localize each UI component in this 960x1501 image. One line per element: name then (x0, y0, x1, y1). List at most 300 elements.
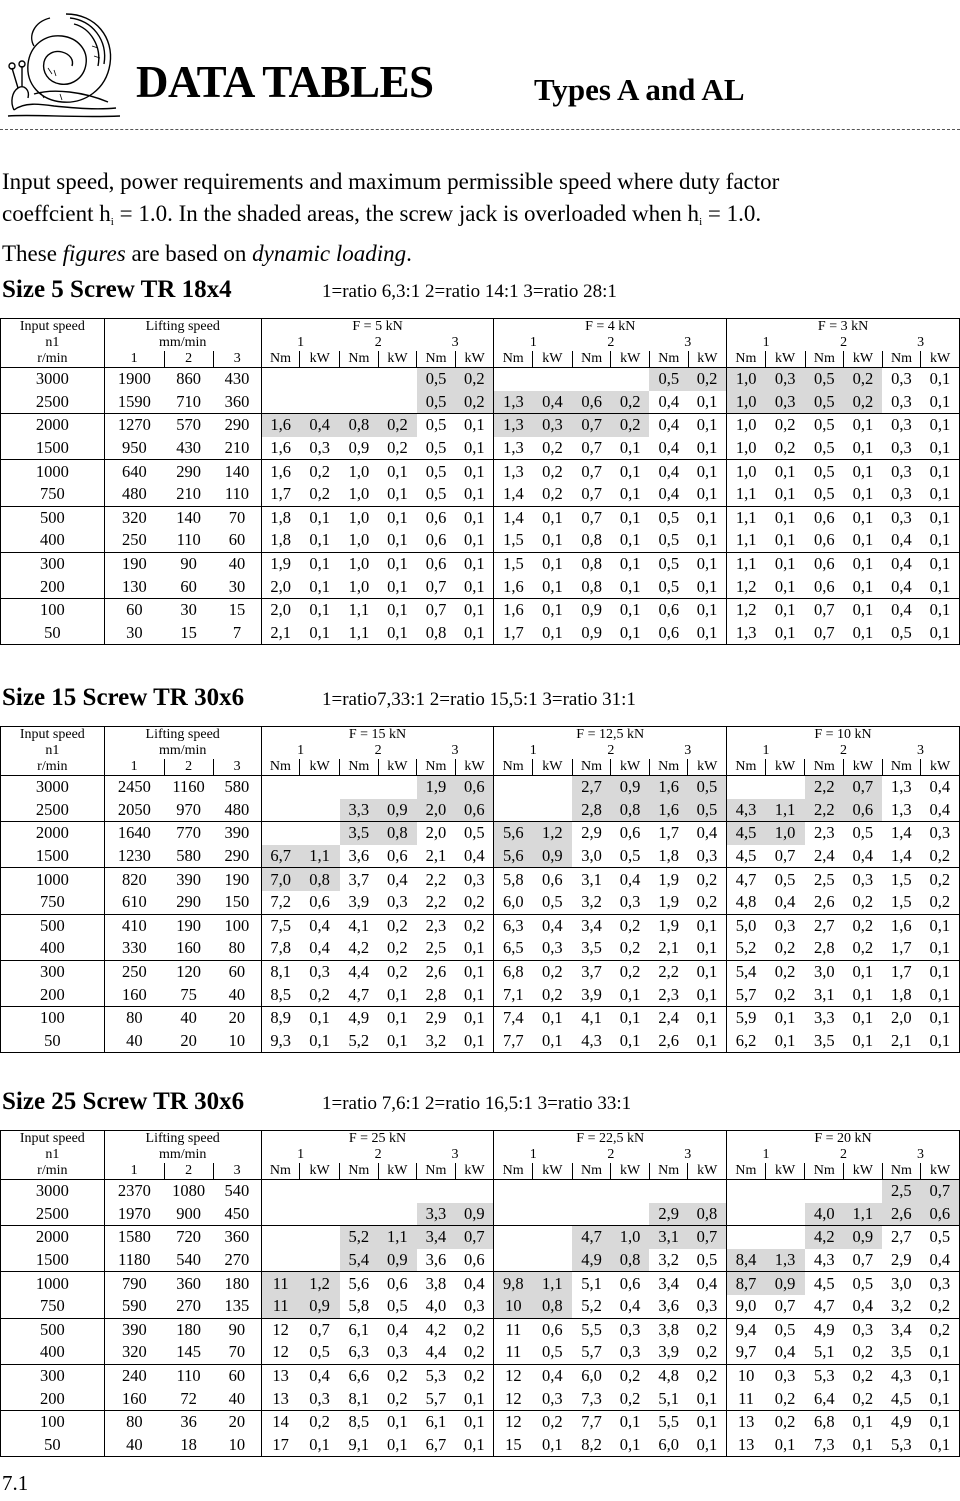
table-cell: 0,1 (464, 622, 485, 642)
table-cell: 0,2 (774, 984, 796, 1004)
table-cell: 0,6 (844, 799, 883, 822)
table-cell: 790 (104, 1272, 164, 1295)
table-cell: 1,2 (727, 575, 766, 598)
table-row (1, 1203, 960, 1226)
table-cell: 6,7 (425, 1434, 447, 1454)
nm-header: Nm (340, 759, 379, 776)
table-cell: 1,8 (261, 529, 300, 552)
table-cell: 0,1 (921, 552, 960, 575)
table-cell: 0,1 (774, 530, 796, 550)
table-cell: 0,9 (765, 1272, 805, 1295)
table-row (1, 891, 960, 914)
table-cell: 0,2 (542, 438, 563, 458)
table-cell: 0,5 (844, 822, 883, 845)
table-cell: 4,3 (813, 1250, 835, 1270)
table-cell: 0,2 (619, 938, 641, 958)
table-cell: 8,1 (261, 960, 300, 983)
table-cell: 360 (224, 391, 250, 411)
table-cell: 0,5 (891, 622, 912, 642)
force-header: F = 20 kN (727, 1131, 960, 1148)
table-row (1, 960, 960, 983)
header-row (1, 1163, 960, 1180)
table-cell: 1,0 (611, 1226, 650, 1249)
table-cell (727, 776, 766, 799)
table-cell: 190 (104, 552, 164, 575)
table-cell: 11 (261, 1295, 300, 1318)
table-cell: 3,3 (805, 1006, 844, 1029)
table-cell (300, 799, 340, 822)
table-cell: 0,6 (921, 1203, 960, 1226)
table-cell: 2,0 (261, 575, 300, 598)
table-cell: 0,1 (378, 598, 417, 621)
table-cell: 1270 (104, 414, 164, 437)
table-cell: 0,2 (611, 1364, 650, 1387)
table-cell: 0,1 (696, 984, 718, 1004)
table-cell: 110 (164, 1364, 213, 1387)
table-cell: 50 (44, 1030, 61, 1050)
table-cell: 0,4 (929, 799, 951, 819)
table-cell (300, 822, 340, 845)
nm-header: Nm (261, 1163, 300, 1180)
table-cell: 12 (494, 1364, 533, 1387)
table-cell: 0,1 (929, 369, 951, 389)
table-cell: 0,1 (300, 598, 340, 621)
table-cell: 0,7 (921, 1180, 960, 1203)
lifting-speed-header: Lifting speed (104, 727, 261, 744)
nm-header: Nm (417, 759, 456, 776)
table-cell: 390 (164, 868, 213, 891)
rmin-header: r/min (1, 1163, 105, 1180)
table-cell (261, 391, 300, 414)
table-cell: 3000 (35, 369, 69, 389)
table-cell: 640 (104, 460, 164, 483)
table-cell: 900 (176, 1203, 201, 1223)
table-cell: 0,3 (542, 938, 563, 958)
table-cell: 20 (213, 1006, 261, 1029)
table-cell: 2450 (104, 776, 164, 799)
table-cell: 3,4 (882, 1318, 921, 1341)
table-cell: 11 (727, 1387, 766, 1410)
table-cell: 0,2 (611, 914, 650, 937)
table-cell: 0,1 (844, 1410, 883, 1433)
table-cell: 300 (1, 1364, 105, 1387)
table-cell: 130 (104, 575, 164, 598)
table-cell: 970 (176, 799, 201, 819)
table-cell: 0,6 (425, 530, 447, 550)
kw-header: kW (378, 1163, 417, 1180)
table-cell: 0,1 (378, 552, 417, 575)
table-cell: 0,2 (532, 1410, 572, 1433)
table-cell: 1,1 (727, 529, 766, 552)
table-cell: 0,1 (611, 1006, 650, 1029)
table-cell: 0,7 (300, 1318, 340, 1341)
ratio-header: 1 (727, 743, 805, 759)
table-cell: 0,8 (611, 799, 650, 822)
table-cell (532, 799, 572, 822)
table-cell: 6,2 (727, 1030, 766, 1053)
table-cell (494, 1249, 533, 1272)
table-cell: 0,4 (300, 414, 340, 437)
table-cell: 0,1 (387, 576, 408, 596)
table-cell (261, 799, 300, 822)
table-cell: 3,5 (891, 1342, 912, 1362)
table-cell: 1,3 (494, 460, 533, 483)
table-cell: 1,7 (261, 483, 300, 506)
table-cell: 820 (104, 868, 164, 891)
table-row (1, 937, 960, 960)
table-cell: 0,1 (774, 1030, 796, 1050)
table-cell (727, 1203, 766, 1226)
table-cell: 2,3 (417, 914, 456, 937)
table-cell: 0,1 (852, 484, 874, 504)
table-row (1, 622, 960, 645)
table-cell: 190 (164, 914, 213, 937)
table-cell: 4,1 (340, 914, 379, 937)
table-cell: 0,1 (542, 622, 563, 642)
ratio-header: 2 (840, 335, 848, 350)
table-cell: 3,3 (340, 799, 379, 822)
table-cell: 0,1 (844, 1006, 883, 1029)
table-cell (649, 1180, 688, 1203)
table-cell: 110 (224, 484, 250, 504)
table-cell: 0,3 (387, 1342, 408, 1362)
kw-header: kW (455, 759, 494, 776)
table-cell: 0,1 (929, 1342, 951, 1362)
table-cell: 0,4 (882, 598, 921, 621)
table-cell: 20 (180, 1030, 197, 1050)
table-cell: 13 (261, 1387, 300, 1410)
table-cell: 4,4 (425, 1342, 447, 1362)
table-cell: 3,0 (581, 846, 602, 866)
table-cell: 0,4 (929, 1250, 951, 1270)
table-cell: 0,2 (774, 938, 796, 958)
mmmin-header: mm/min (104, 335, 261, 351)
table-cell: 0,1 (688, 552, 727, 575)
table-cell: 3,6 (658, 1296, 679, 1316)
table-cell: 2,2 (425, 892, 447, 912)
table-cell: 0,3 (611, 1318, 650, 1341)
table-cell: 6,1 (340, 1318, 379, 1341)
table-cell (378, 391, 417, 414)
table-cell: 5,8 (494, 868, 533, 891)
table-row (1, 391, 960, 414)
table-cell (572, 368, 611, 391)
table-cell: 9,3 (261, 1030, 300, 1053)
table-cell: 580 (224, 777, 250, 797)
table-cell: 0,1 (309, 576, 330, 596)
table-cell: 60 (104, 598, 164, 621)
table-cell: 0,6 (649, 598, 688, 621)
table-cell: 0,2 (611, 960, 650, 983)
table-cell: 0,1 (378, 506, 417, 529)
header-row (1, 1147, 960, 1163)
section-ratios: 1=ratio 7,6:1 2=ratio 16,5:1 3=ratio 33:1 (322, 1093, 632, 1114)
table-cell: 2000 (1, 822, 105, 845)
kw-header: kW (532, 1163, 572, 1180)
table-cell (378, 776, 417, 799)
table-cell: 200 (39, 1388, 65, 1408)
table-cell: 12 (494, 1410, 533, 1433)
table-cell (532, 1180, 572, 1203)
table-cell: 5,1 (813, 1342, 835, 1362)
table-cell: 1,3 (891, 777, 912, 797)
table-cell: 0,1 (688, 1410, 727, 1433)
table-cell: 1160 (172, 777, 205, 797)
table-cell: 2,2 (417, 868, 456, 891)
table-cell: 0,1 (696, 484, 718, 504)
table-cell: 6,4 (813, 1388, 835, 1408)
table-cell: 0,1 (696, 576, 718, 596)
page-header (0, 0, 960, 132)
ratio-header: 2 (374, 335, 382, 350)
table-cell: 4,5 (891, 1388, 912, 1408)
table-cell: 0,2 (921, 1318, 960, 1341)
table-cell: 1,0 (340, 460, 379, 483)
table-cell: 10 (727, 1364, 766, 1387)
table-cell (727, 1226, 766, 1249)
table-cell: 1180 (104, 1249, 164, 1272)
table-cell: 1,5 (494, 552, 533, 575)
table-cell: 1000 (1, 460, 105, 483)
kw-header: kW (765, 759, 805, 776)
table-cell: 430 (176, 438, 202, 458)
table-cell: 0,2 (532, 460, 572, 483)
table-cell: 0,6 (814, 530, 835, 550)
table-cell: 5,2 (581, 1296, 602, 1316)
table-cell: 1580 (104, 1226, 164, 1249)
table-cell: 1,4 (882, 822, 921, 845)
table-cell: 0,3 (300, 960, 340, 983)
table-cell: 1,2 (727, 598, 766, 621)
table-cell (300, 776, 340, 799)
table-cell: 0,1 (300, 552, 340, 575)
lifting-ratio-header: 2 (164, 759, 213, 776)
table-row (1, 414, 960, 437)
table-cell (611, 1203, 650, 1226)
table-cell: 0,1 (929, 984, 951, 1004)
table-cell: 3,4 (572, 914, 611, 937)
table-cell: 1640 (104, 822, 164, 845)
table-cell: 0,1 (852, 438, 874, 458)
table-cell: 0,2 (378, 1364, 417, 1387)
ratio-header: 2 (374, 743, 382, 758)
table-cell: 1,1 (348, 622, 370, 642)
table-cell: 2,2 (649, 960, 688, 983)
table-cell: 0,7 (814, 622, 835, 642)
table-cell (378, 368, 417, 391)
table-row (1, 1006, 960, 1029)
nm-header: Nm (882, 1163, 921, 1180)
table-cell: 0,2 (696, 1342, 718, 1362)
section-title: Size 5 Screw TR 18x4 (2, 276, 232, 303)
table-cell: 160 (104, 983, 164, 1006)
table-cell: 5,6 (494, 845, 533, 868)
table-cell (494, 368, 533, 391)
table-cell: 0,4 (891, 576, 912, 596)
page-number: 7.1 (2, 1471, 29, 1495)
table-cell: 0,1 (309, 1030, 330, 1050)
table-cell: 0,1 (309, 622, 330, 642)
table-row (1, 460, 960, 483)
table-cell: 4,7 (813, 1296, 835, 1316)
table-cell: 135 (224, 1296, 250, 1316)
table-cell: 0,5 (649, 368, 688, 391)
table-cell: 5,3 (891, 1434, 912, 1454)
table-cell: 0,1 (542, 576, 563, 596)
table-cell: 1,3 (727, 622, 766, 645)
table-cell: 3,9 (581, 984, 602, 1004)
table-cell: 145 (176, 1342, 201, 1362)
table-cell: 5,4 (340, 1249, 379, 1272)
table-cell: 0,1 (765, 1006, 805, 1029)
intro-italic: dynamic loading (252, 241, 407, 266)
mmmin-header: mm/min (104, 743, 261, 759)
table-cell: 0,3 (387, 892, 408, 912)
table-cell: 0,4 (309, 938, 330, 958)
table-row (1, 1226, 960, 1249)
table-cell: 710 (176, 391, 202, 411)
ratio-header: 1 (261, 1147, 339, 1163)
table-cell (532, 368, 572, 391)
table-cell: 4,9 (805, 1318, 844, 1341)
table-cell: 0,6 (417, 552, 456, 575)
intro-text (2, 166, 952, 270)
table-cell: 0,2 (688, 1364, 727, 1387)
ratio-header: 1 (727, 1147, 805, 1163)
table-cell: 0,1 (929, 1434, 951, 1454)
table-cell: 1,6 (261, 437, 300, 460)
table-cell: 6,7 (261, 845, 300, 868)
table-cell: 0,2 (929, 892, 951, 912)
table-cell: 0,6 (805, 506, 844, 529)
table-cell: 15 (494, 1434, 533, 1457)
table-cell: 2,5 (805, 868, 844, 891)
table-cell: 750 (39, 1296, 65, 1316)
table-cell: 0,3 (309, 438, 330, 458)
table-cell: 0,1 (929, 530, 951, 550)
kw-header: kW (844, 351, 883, 368)
table-cell: 4,9 (572, 1249, 611, 1272)
table-cell: 3,1 (572, 868, 611, 891)
table-cell: 0,1 (765, 460, 805, 483)
table-cell: 1,9 (417, 776, 456, 799)
table-cell: 2,5 (882, 1180, 921, 1203)
table-cell: 0,3 (844, 1318, 883, 1341)
table-cell: 8,5 (261, 983, 300, 1006)
table-cell: 36 (164, 1410, 213, 1433)
table-cell (261, 822, 300, 845)
table-cell: 0,5 (688, 776, 727, 799)
table-row (1, 1410, 960, 1433)
table-cell: 1,4 (494, 506, 533, 529)
table-cell: 3,4 (649, 1272, 688, 1295)
table-cell: 0,1 (619, 1434, 641, 1454)
table-cell: 0,5 (921, 1226, 960, 1249)
header-row (1, 743, 960, 759)
table-cell: 0,5 (805, 368, 844, 391)
table-cell: 1,0 (348, 530, 370, 550)
table-cell: 0,1 (619, 984, 641, 1004)
table-cell: 0,5 (805, 391, 844, 414)
table-cell: 0,4 (882, 552, 921, 575)
table-cell: 1,3 (494, 414, 533, 437)
table-cell (300, 1180, 340, 1203)
table-cell (300, 1203, 340, 1226)
table-cell: 1,0 (340, 506, 379, 529)
table-cell: 80 (228, 938, 246, 958)
table-cell: 5,5 (649, 1410, 688, 1433)
table-cell: 1,1 (765, 799, 805, 822)
table-cell: 0,1 (688, 598, 727, 621)
table-cell: 0,1 (455, 960, 494, 983)
table-cell: 0,2 (455, 391, 494, 414)
lifting-ratio-header: 2 (164, 1163, 213, 1180)
ratio-header: 1 (494, 335, 572, 351)
ratio-header: 3 (684, 335, 692, 350)
table-cell: 0,2 (844, 368, 883, 391)
table-cell: 0,2 (300, 460, 340, 483)
force-header: F = 4 kN (494, 319, 727, 336)
table-cell: 6,6 (340, 1364, 379, 1387)
table-cell: 0,8 (611, 1249, 650, 1272)
table-cell: 0,4 (688, 822, 727, 845)
table-cell (494, 1203, 533, 1226)
ratio-header: 3 (917, 1147, 925, 1162)
table-cell: 1,1 (727, 483, 766, 506)
table-cell: 0,5 (387, 1296, 408, 1316)
table-cell: 5,1 (658, 1388, 679, 1408)
table-cell: 2,4 (813, 846, 835, 866)
table-cell: 0,1 (921, 960, 960, 983)
table-cell: 2,8 (425, 984, 447, 1004)
lifting-ratio-header: 3 (213, 1163, 261, 1180)
table-cell: 0,5 (417, 414, 456, 437)
table-cell: 0,7 (852, 1250, 874, 1270)
table-cell: 2,6 (417, 960, 456, 983)
table-cell: 5,7 (581, 1342, 602, 1362)
table-cell: 7,4 (494, 1006, 533, 1029)
nm-header: Nm (805, 759, 844, 776)
table-cell (417, 1180, 456, 1203)
table-cell: 0,4 (619, 1296, 641, 1316)
table-cell: 0,1 (611, 460, 650, 483)
input-speed-header: Input speed (19, 727, 85, 742)
table-row (1, 529, 960, 552)
table-cell: 3,6 (425, 1250, 447, 1270)
table-cell: 0,1 (463, 1434, 485, 1454)
table-cell: 80 (104, 1006, 164, 1029)
table-cell: 9,8 (494, 1272, 533, 1295)
table-cell: 0,5 (649, 552, 688, 575)
table-cell: 0,8 (425, 622, 447, 642)
table-cell: 0,2 (774, 1388, 796, 1408)
table-row (1, 1434, 960, 1457)
table-cell: 1000 (1, 868, 105, 891)
table-cell: 0,1 (464, 438, 485, 458)
intro-italic: figures (62, 241, 126, 266)
table-cell: 0,8 (581, 530, 602, 550)
table-cell: 1,8 (261, 506, 300, 529)
table-cell (455, 1180, 494, 1203)
table-cell: 0,7 (572, 414, 611, 437)
table-cell: 1,5 (882, 868, 921, 891)
table-cell: 1,1 (844, 1203, 883, 1226)
table-cell: 360 (213, 1226, 261, 1249)
table-cell: 5,5 (572, 1318, 611, 1341)
nm-header: Nm (572, 1163, 611, 1180)
table-cell: 3,1 (649, 1226, 688, 1249)
kw-header: kW (688, 1163, 727, 1180)
